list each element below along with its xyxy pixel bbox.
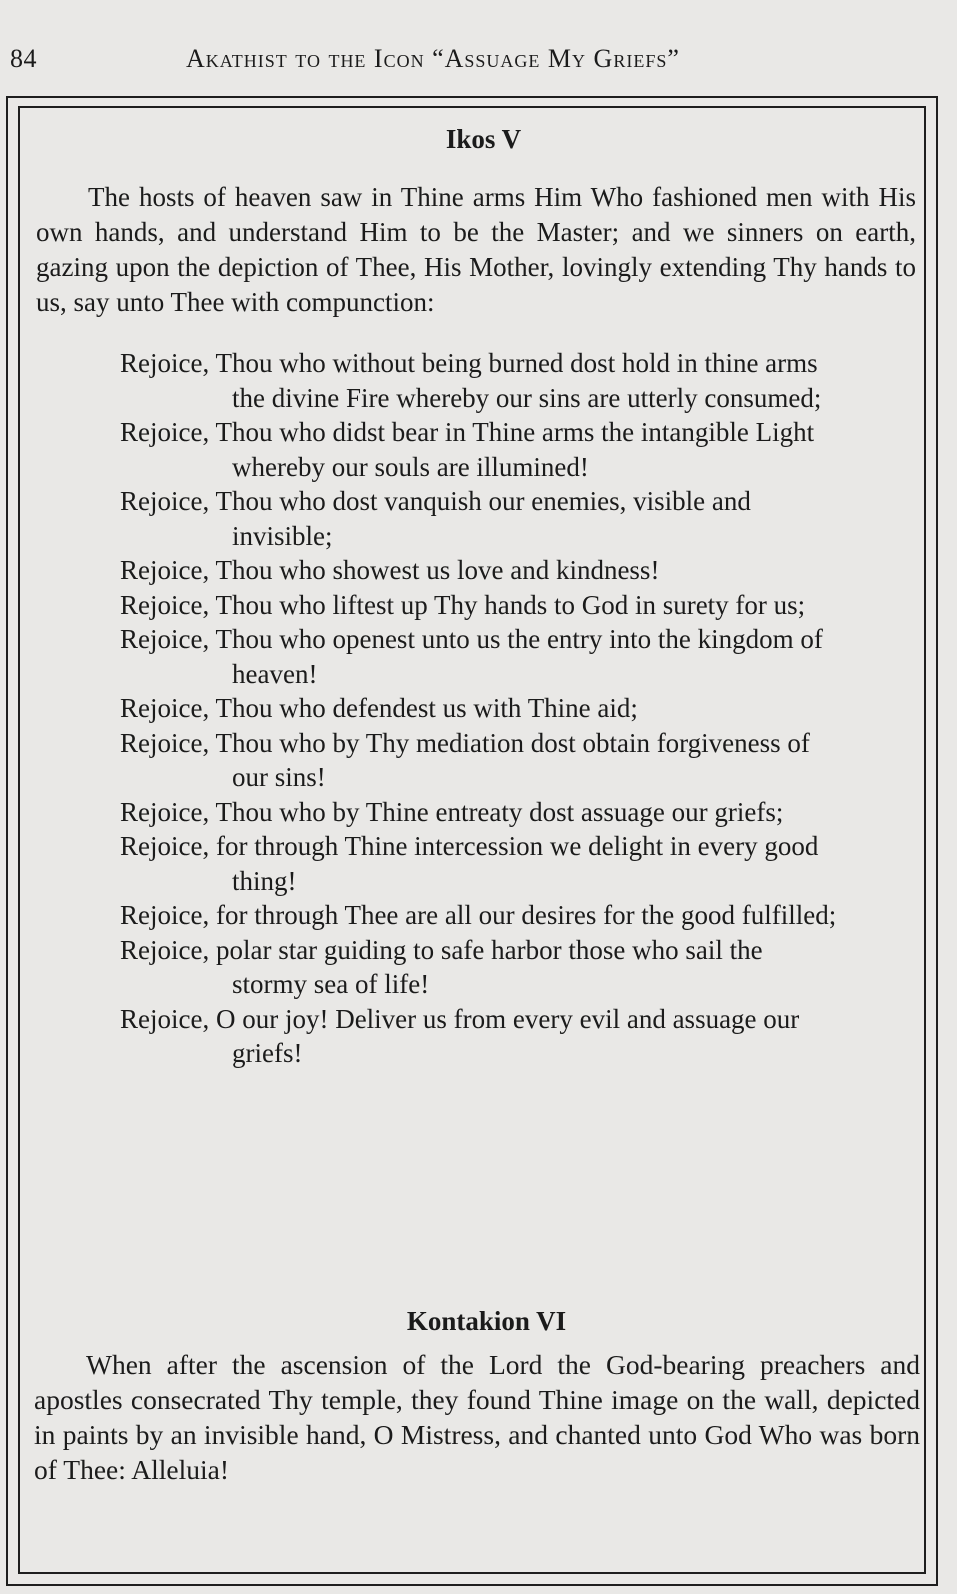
ikos-paragraph: The hosts of heaven saw in Thine arms Him Who fashioned men with His own hands, and understand Him to be the Master; and we sinners on earth, gazing upon the depiction of Thee, His Mother, lovingly extending Thy hands to us, say unto Thee with compunction: (36, 182, 916, 317)
verse-item: Rejoice, Thou who openest unto us the entry into the kingdom of heaven! (120, 624, 823, 689)
ikos-text-block (36, 180, 916, 320)
verse-item: Rejoice, Thou who without being burned dost hold in thine arms the divine Fire whereby our sins are utterly consumed; (120, 348, 822, 413)
rejoice-verse-list (120, 346, 840, 1071)
page-number: 84 (10, 44, 37, 73)
kontakion-text-block (34, 1347, 920, 1487)
verse-item: Rejoice, Thou who didst bear in Thine arms the intangible Light whereby our souls are illumined! (120, 417, 815, 482)
verse-item: Rejoice, for through Thee are all our desires for the good fulfilled; (120, 900, 837, 930)
verse-item: Rejoice, Thou who dost vanquish our enemies, visible and invisible; (120, 486, 751, 551)
verse-item: Rejoice, polar star guiding to safe harbor those who sail the stormy sea of life! (120, 934, 763, 999)
verse-item: Rejoice, Thou who by Thy mediation dost obtain forgiveness of our sins! (120, 727, 810, 792)
verse-item: Rejoice, O our joy! Deliver us from every evil and assuage our griefs! (120, 1003, 800, 1068)
verse-item: Rejoice, Thou who liftest up Thy hands to God in surety for us; (120, 589, 806, 620)
kontakion-paragraph: When after the ascension of the Lord the God-bearing preachers and apostles consecrated Thy temple, they found Thine image on the wall, depicted in paints by an invisible hand, O Mistress, and chanted unto God Who was born of Thee: Alleluia! (34, 1349, 920, 1485)
kontakion-heading: Kontakion VI (406, 1306, 567, 1336)
verse-item: Rejoice, Thou who by Thine entreaty dost assuage our griefs; (120, 796, 784, 827)
verse-item: Rejoice, Thou who defendest us with Thine aid; (120, 693, 638, 723)
verse-item: Rejoice, Thou who showest us love and kindness! (120, 555, 660, 585)
running-title: Akathist to the Icon “Assuage My Griefs” (186, 44, 680, 73)
ikos-heading: Ikos V (445, 124, 522, 154)
verse-item: Rejoice, for through Thine intercession we delight in every good thing! (120, 831, 819, 896)
